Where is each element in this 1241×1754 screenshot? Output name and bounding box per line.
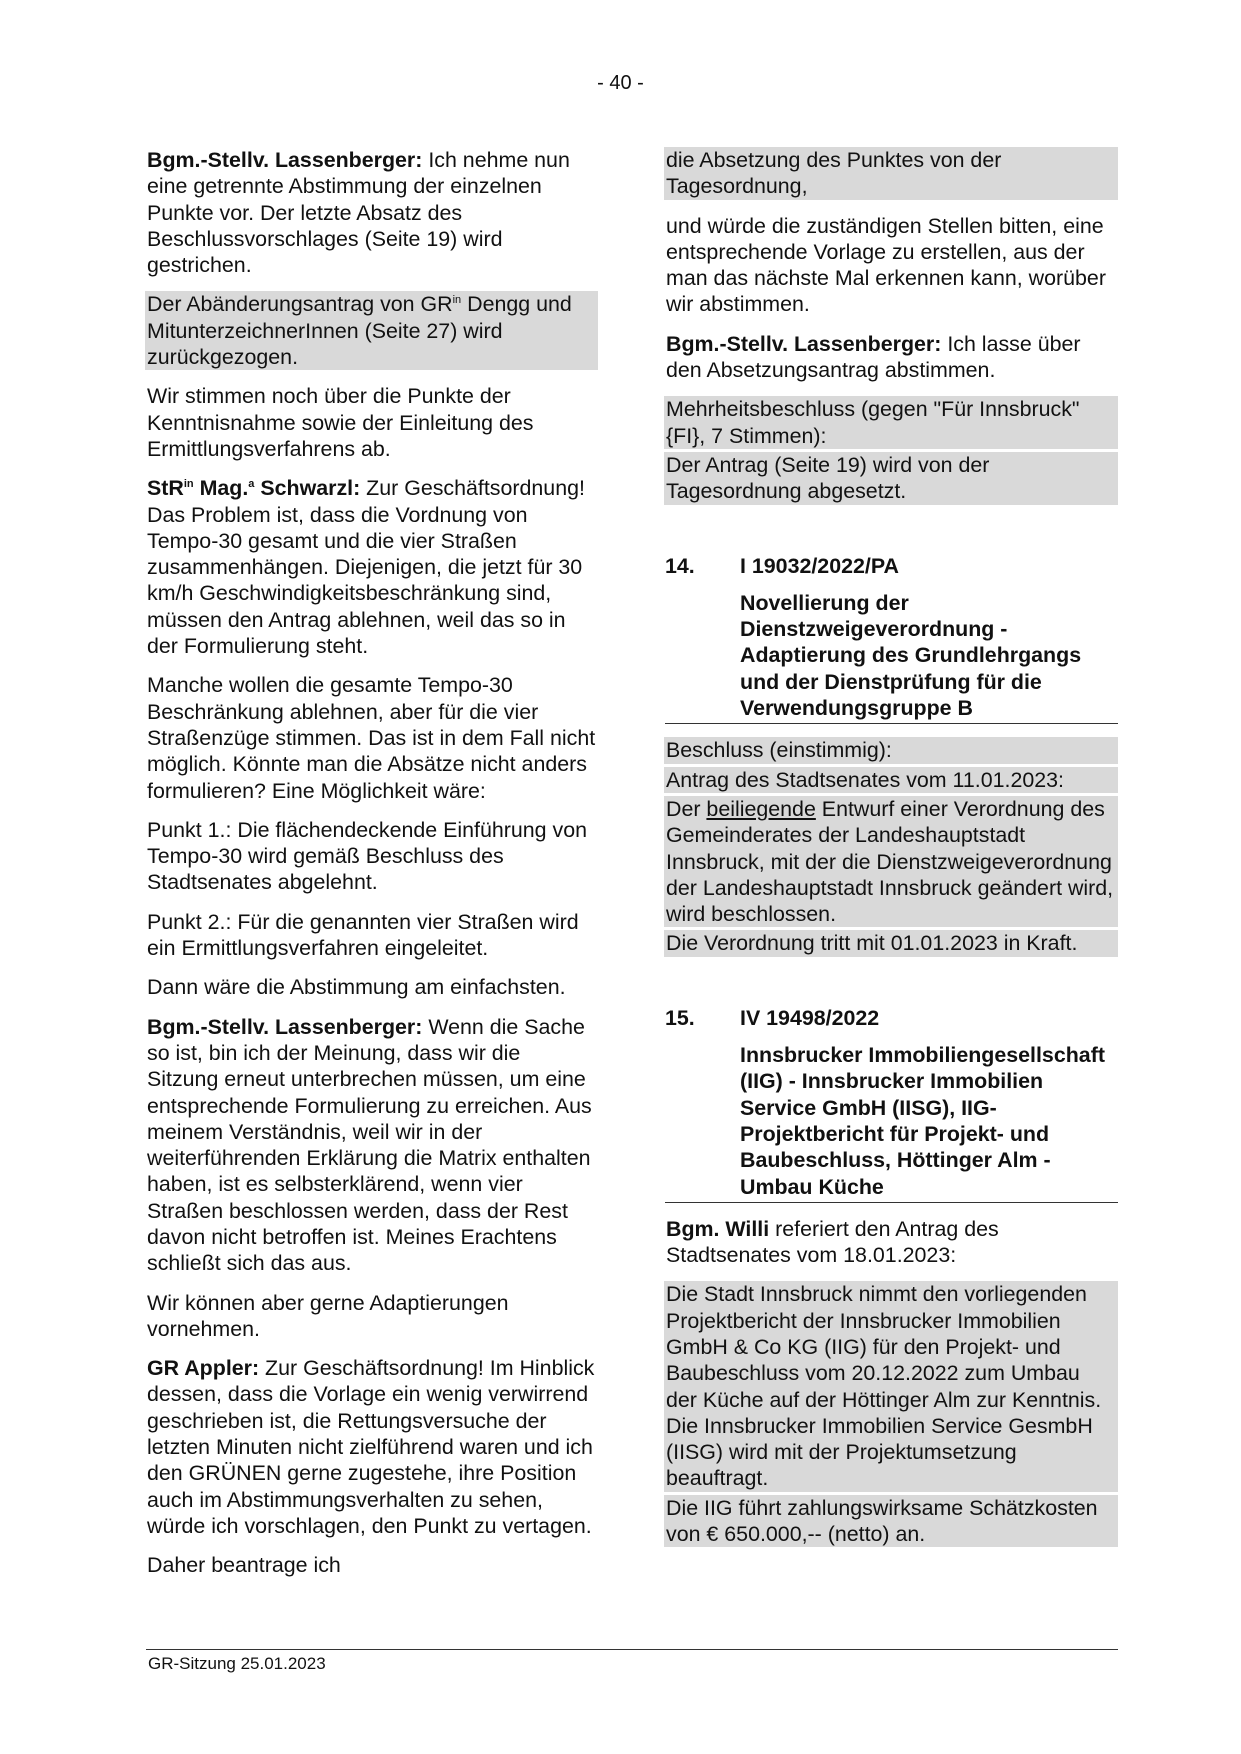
statement-text: referiert den Antrag des Stadtsenates vom 18.01.2023: — [666, 1216, 999, 1268]
statement-lassenberger-2 — [146, 1014, 598, 1277]
superscript: a — [248, 478, 255, 491]
item-number: 15. — [665, 1005, 695, 1030]
footer-divider — [146, 1649, 1118, 1650]
superscript: in — [183, 478, 194, 491]
speaker-name — [147, 476, 360, 500]
speaker-part: Schwarzl: — [254, 476, 361, 501]
motion-label: Antrag des Stadtsenates vom 11.01.2023: — [664, 767, 1118, 793]
speaker-name: Bgm.-Stellv. Lassenberger: — [666, 331, 942, 356]
left-column — [146, 147, 598, 1592]
effective-date: Die Verordnung tritt mit 01.01.2023 in Kraft. — [664, 930, 1118, 956]
speaker-name: Bgm.-Stellv. Lassenberger: — [147, 148, 423, 172]
agenda-item-14 — [665, 553, 1118, 957]
motion-text: Der Abänderungsantrag von GR — [147, 292, 453, 317]
resolution-part: Der — [666, 796, 707, 821]
resolution-text — [664, 796, 1118, 927]
paragraph: Punkt 2.: Für die genannten vier Straßen wird ein Ermittlungsverfahren eingeleitet. — [147, 909, 579, 961]
paragraph: Wir stimmen noch über die Punkte der Kenntnisnahme sowie der Einleitung des Ermittlungsverfahrens ab. — [147, 384, 534, 461]
speaker-part: StR — [147, 476, 184, 501]
item-reference: I 19032/2022/PA — [740, 553, 899, 578]
statement-text: Zur Geschäftsordnung! Im Hinblick dessen, dass die Vorlage ein wenig verwirrend geschrieben ist, die Rettungsversuche der letzten Minuten nicht zielführend waren und ich den GRÜNEN gerne zugestehe, ihre Position auch im Abstimmungsverhalten zu sehen, würde ich vorschlagen, den Punkt zu vertagen. — [147, 1356, 595, 1538]
resolution-text: Der Antrag (Seite 19) wird von der Tagesordnung abgesetzt. — [664, 452, 1118, 505]
speaker-name: Bgm. Willi — [666, 1216, 770, 1241]
agenda-item-15 — [665, 1005, 1118, 1548]
motion-text: die Absetzung des Punktes von der Tagesordnung, — [664, 147, 1118, 200]
paragraph: Wir können aber gerne Adaptierungen vornehmen. — [147, 1290, 509, 1341]
statement-text: Wenn die Sache so ist, bin ich der Meinung, dass wir die Sitzung erneut unterbrechen müssen, um eine entsprechende Formulierung zu erreichen. Aus meinem Verständnis, weil wir in der weiterführenden Erklärung die Matrix enthalten haben, ist es selbsterklärend, wenn vier Straßen beschlossen werden, dass der Rest davon nicht betroffen ist. Meines Erachtens schließt sich das aus. — [147, 1014, 592, 1276]
item-number: 14. — [665, 553, 695, 578]
statement-appler — [146, 1355, 598, 1539]
item-title: Novellierung der Dienstzweigeverordnung - Adaptierung des Grundlehrgangs und der Dienstprüfung für die Verwendungsgruppe B — [665, 590, 1118, 724]
paragraph: Dann wäre die Abstimmung am einfachsten. — [147, 975, 566, 1000]
statement-text: Ich nehme nun eine getrennte Abstimmung der einzelnen Punkte vor. Der letzte Absatz des Beschlussvorschlages (Seite 19) wird gestrichen. — [147, 148, 570, 278]
statement-lassenberger-1 — [146, 147, 598, 278]
statement-text: Ich lasse über den Absetzungsantrag abstimmen. — [666, 331, 1081, 383]
statement-schwarzl — [146, 475, 598, 659]
item-header — [665, 1005, 1118, 1031]
paragraph: und würde die zuständigen Stellen bitten, eine entsprechende Vorlage zu erstellen, aus der man das nächste Mal erkennen kann, worüber wir abstimmen. — [666, 213, 1106, 317]
item-title: Innsbrucker Immobiliengesellschaft (IIG) - Innsbrucker Immobilien Service GmbH (IISG), IIG-Projektbericht für Projekt- und Baubeschluss, Höttinger Alm - Umbau Küche — [665, 1042, 1118, 1203]
statement-willi — [665, 1216, 1118, 1269]
paragraph: Manche wollen die gesamte Tempo-30 Beschränkung ablehnen, aber für die vier Straßenzüge stimmen. Das ist in dem Fall nicht möglich. Könnte man die Absätze nicht anders formulieren? Eine Möglichkeit wäre: — [147, 673, 596, 803]
resolution-result: Mehrheitsbeschluss (gegen "Für Innsbruck" {FI}, 7 Stimmen): — [664, 396, 1118, 449]
motion-withdrawn — [145, 291, 598, 370]
statement-text: Zur Geschäftsordnung! Das Problem ist, dass die Vordnung von Tempo-30 gesamt und die vier Straßen zusammenhängen. Diejenigen, die jetzt für 30 km/h Geschwindigkeitsbeschränkung sind, müssen den Antrag ablehnen, weil das so in der Formulierung steht. — [147, 476, 585, 659]
right-column — [665, 147, 1118, 1560]
resolution-part: Entwurf einer Verordnung des Gemeinderates der Landeshauptstadt Innsbruck, mit der die Dienstzweigeverordnung der Landeshauptstadt Innsbruck geändert wird, wird beschlossen. — [666, 796, 1114, 927]
page-number: - 40 - — [597, 72, 644, 94]
resolution-text: Die IIG führt zahlungswirksame Schätzkosten von € 650.000,-- (netto) an. — [664, 1495, 1118, 1548]
speaker-name: GR Appler: — [147, 1356, 260, 1381]
item-header — [665, 553, 1118, 579]
footer-text: GR-Sitzung 25.01.2023 — [148, 1654, 326, 1673]
item-reference: IV 19498/2022 — [740, 1005, 880, 1030]
decision-label: Beschluss (einstimmig): — [664, 737, 1118, 763]
statement-lassenberger-3 — [665, 331, 1118, 384]
speaker-part: Mag. — [193, 476, 249, 501]
attachment-link[interactable]: beiliegende — [706, 796, 816, 821]
paragraph: Punkt 1.: Die flächendeckende Einführung von Tempo-30 wird gemäß Beschluss des Stadtsenates abgelehnt. — [147, 817, 587, 895]
speaker-name: Bgm.-Stellv. Lassenberger: — [147, 1014, 423, 1039]
paragraph: Daher beantrage ich — [147, 1553, 341, 1578]
superscript: in — [452, 294, 462, 307]
motion-text: Dengg und MitunterzeichnerInnen (Seite 27) wird zurückgezogen. — [147, 292, 572, 370]
resolution-text: Die Stadt Innsbruck nimmt den vorliegenden Projektbericht der Innsbrucker Immobilien GmbH & Co KG (IIG) für den Projekt- und Baubeschluss vom 20.12.2022 zum Umbau der Küche auf der Höttinger Alm zur Kenntnis. Die Innsbrucker Immobilien Service GesmbH (IISG) wird mit der Projektumsetzung beauftragt. — [664, 1281, 1118, 1491]
